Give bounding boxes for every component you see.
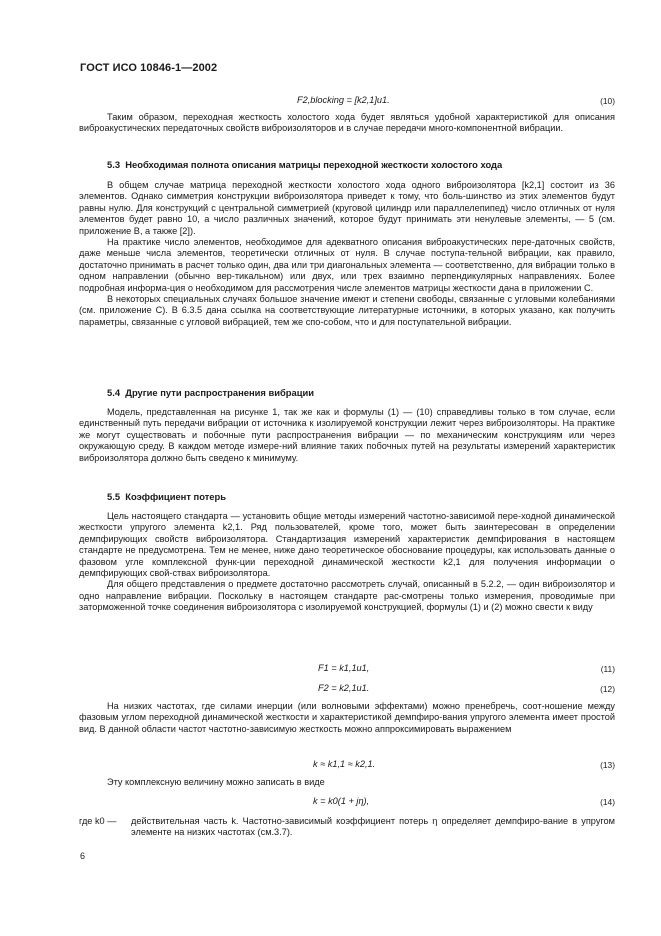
- section-5-4-body: [79, 407, 615, 464]
- paragraph-text: Таким образом, переходная жесткость холостого хода будет являться удобной характеристикой для описания виброакустических передаточных свойств виброизоляторов и в случае передачи много-компонентной вибрации.: [79, 112, 615, 134]
- equation-13: k ≈ k1,1 ≈ k2,1.: [313, 759, 376, 769]
- section-title: Необходимая полнота описания матрицы переходной жесткости холостого хода: [125, 159, 503, 170]
- section-title: Коэффициент потерь: [125, 491, 226, 502]
- paragraph-3: На практике число элементов, необходимое для адекватного описания виброакустических пере-даточных свойств, даже меньше числа элементов, теоретически отличных от нуля. В случае поступа-тельной вибрации, как правило, достаточно принимать в расчет только один, два или три диагональных элемента — соответственно, для вибрации только в одном направлении (обычно вер-тикальном) или двух, или трех взаимно перпендикулярных направлениях. Более подробная информа-ция о необходимом для рассмотрения числе элементов матрицы жесткости дана в приложении С.: [79, 237, 615, 293]
- paragraph-7: Для общего представления о предмете достаточно рассмотреть случай, описанный в 5.2.2, — один виброизолятор и одно направление вибрации. Поскольку в настоящем стандарте рас-смотрены только измерения, проводимые при заторможенной точке соединения виброизолятора с изолируемой конструкцией, формулы (1) и (2) можно свести к виду: [79, 579, 615, 613]
- equation-10: F2,blocking = [k2,1]u1.: [297, 95, 390, 105]
- page-header: ГОСТ ИСО 10846-1—2002: [80, 62, 218, 74]
- equation-14: k = k0(1 + jη),: [313, 796, 370, 806]
- section-heading-5-4: [107, 387, 314, 398]
- section-5-5-body: [79, 511, 615, 614]
- section-title: Другие пути распространения вибрации: [125, 387, 315, 398]
- section-number: 5.3: [107, 159, 121, 170]
- paragraph-6: Цель настоящего стандарта — установить общие методы измерений частотно-зависимой пере-ходной динамической жесткости упругого элемента k2,1. Ряд пользователей, кроме того, может быть заинтересован в определении демпфирующих свойств виброизолятора. Стандартизация измерений характеристик демпфирования в настоящем стандарте не предусмотрена. Тем не менее, ниже дано теоретическое обоснование процедуры, как использовать данные о фазовом угле комплексной функ-ции переходной динамической жесткости k2,1 для получения информации о демпфирующих свой-ствах виброизолятора.: [79, 511, 615, 579]
- equation-number-14: (14): [600, 797, 615, 807]
- paragraph-text: Эту комплексную величину можно записать в виде: [107, 777, 325, 787]
- equation-number-10: (10): [600, 96, 615, 106]
- paragraph-9: [79, 777, 615, 788]
- paragraph-text: На низких частотах, где силами инерции (или волновыми эффектами) можно пренебречь, соот-ношение между фазовым углом переходной динамической жесткости и характеристикой демпфиро-вания упругого элемента имеет простой вид. В данной области частот частотно-зависимую жесткость можно аппроксимировать выражением: [79, 701, 615, 734]
- section-number: 5.4: [107, 387, 121, 398]
- paragraph-5: Модель, представленная на рисунке 1, так же как и формулы (1) — (10) справедливы только в том случае, если единственный путь передачи вибрации от источника к изолируемой конструкции лежит через виброизоляторы. На практике же могут существовать и побочные пути распространения вибрации — по механическим конструкциям или через окружающую среду. В каждом методе измере-ний влияние таких побочных путей на результаты измерений характеристик виброизолятора должно быть сведено к минимуму.: [79, 407, 615, 463]
- equation-number-13: (13): [600, 760, 615, 770]
- section-heading-5-3: [107, 159, 502, 170]
- paragraph-1: [79, 112, 615, 135]
- equation-number-11: (11): [600, 664, 615, 674]
- section-heading-5-5: [107, 491, 226, 502]
- section-5-3-body: [79, 180, 615, 328]
- where-label: где k0 —: [79, 816, 117, 826]
- page-number: 6: [80, 851, 86, 861]
- equation-number-12: (12): [600, 684, 615, 694]
- paragraph-2: В общем случае матрица переходной жесткости холостого хода одного виброизолятора [k2,1] состоит из 36 элементов. Однако симметрия конструкции виброизолятора приведет к тому, что боль-шинство из этих элементов будут равны нулю. Для конструкций с центральной симметрией (круговой цилиндр или параллелепипед) число отличных от нуля элементов будет равно 10, а число различных значений, которое будут принимать эти ненулевые элементы, — 5 (см. приложение В, а также [2]).: [79, 180, 615, 236]
- paragraph-4: В некоторых специальных случаях большое значение имеют и степени свободы, связанные с угловыми колебаниями (см. приложение С). В 6.3.5 дана ссылка на соответствующие литературные источники, в которых указано, как получить параметры, связанные с угловой вибрацией, тем же спо-собом, что и для поступательной вибрации.: [79, 294, 615, 327]
- where-clause: [79, 816, 615, 839]
- paragraph-8: [79, 701, 615, 735]
- where-text: действительная часть k. Частотно-зависимый коэффициент потерь η определяет демпфиро-вание в упругом элементе на низких частотах (см.3.7).: [131, 816, 615, 838]
- section-number: 5.5: [107, 491, 121, 502]
- equation-11: F1 = k1,1u1,: [318, 663, 370, 673]
- equation-12: F2 = k2,1u1.: [318, 683, 370, 693]
